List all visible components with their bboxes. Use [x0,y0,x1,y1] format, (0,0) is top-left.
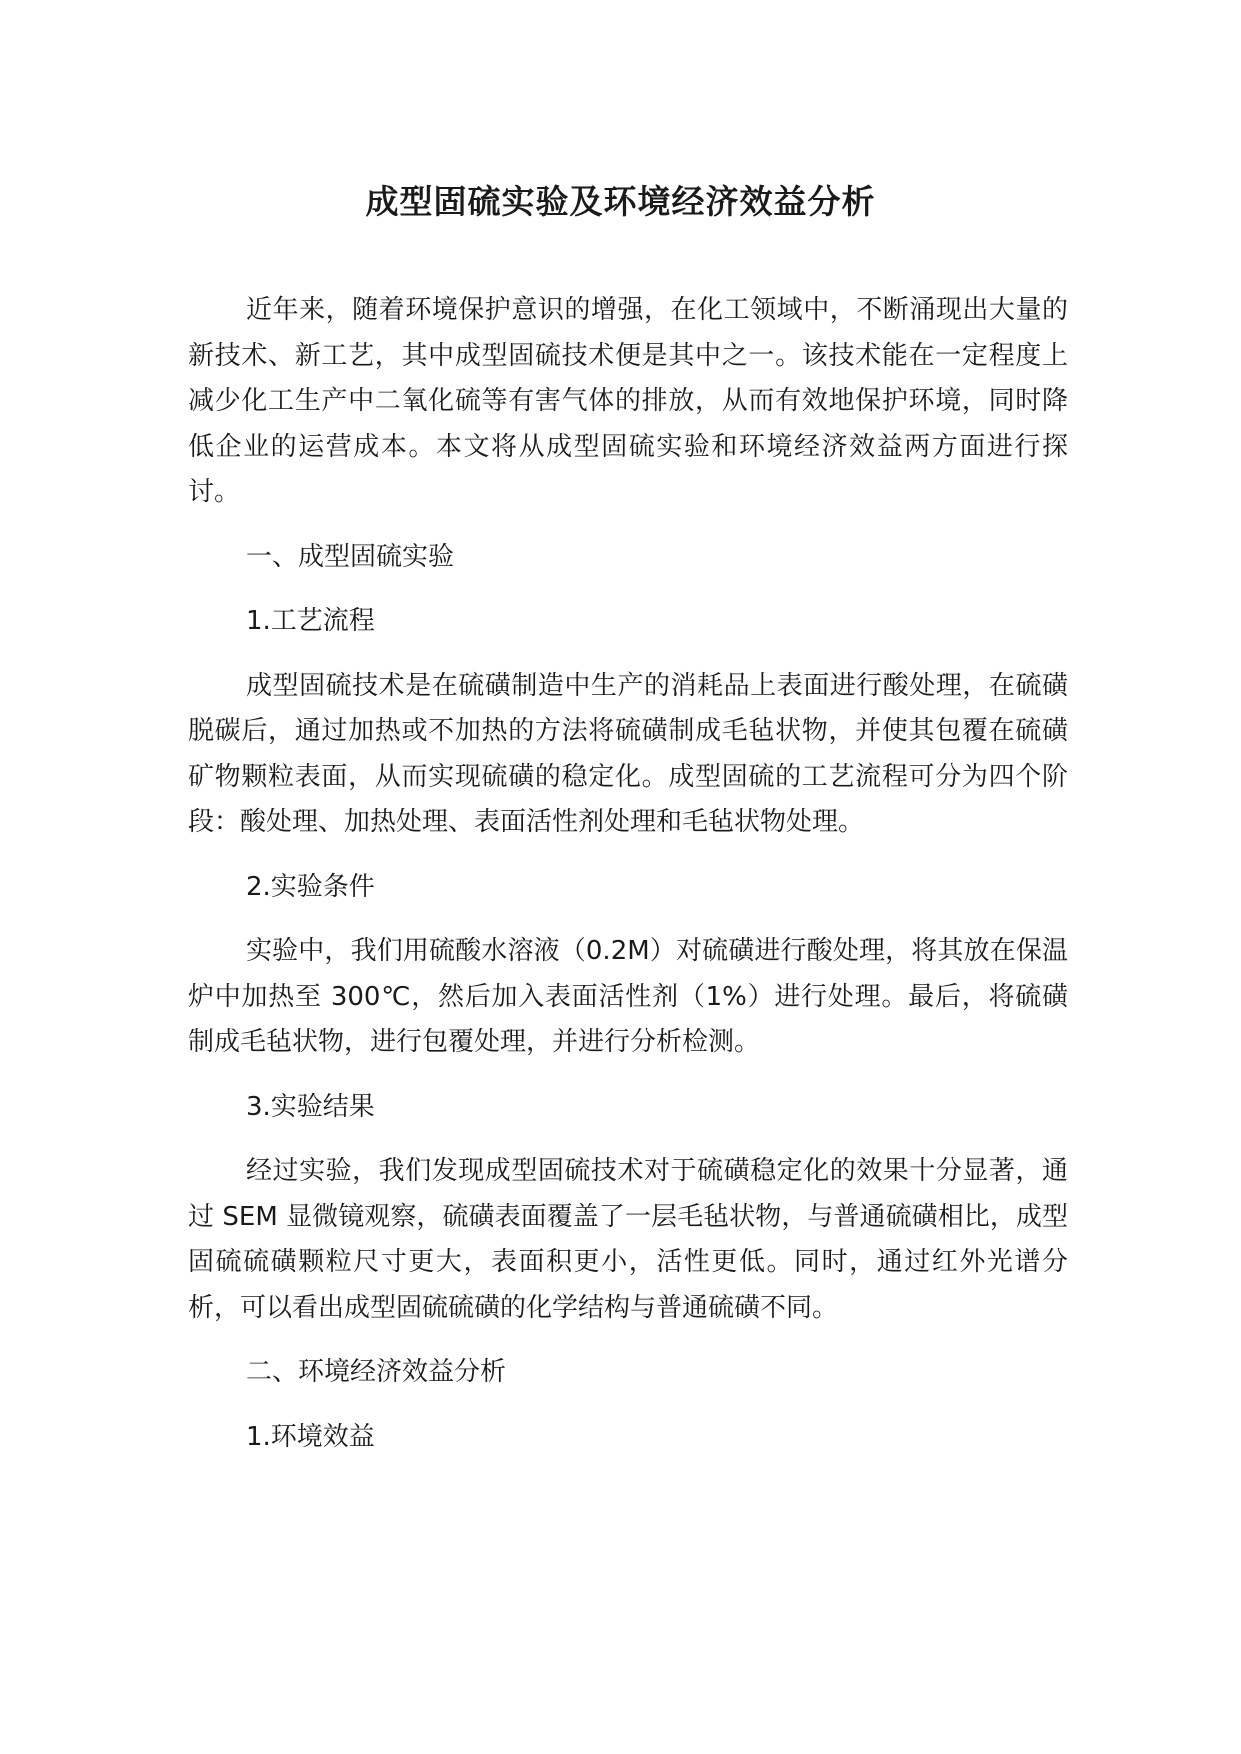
subsection-1-2-paragraph: 实验中，我们用硫酸水溶液（0.2M）对硫磺进行酸处理，将其放在保温炉中加热至 300℃，然后加入表面活性剂（1%）进行处理。最后，将硫磺制成毛毡状物，进行包覆处理，并进行分析检测。 [188,936,1068,1057]
subsection-1-3-heading: 3.实验结果 [246,1091,375,1122]
section-2-heading: 二、环境经济效益分析 [246,1357,507,1387]
subsection-1-2-heading: 2.实验条件 [246,871,375,902]
subsection-1-1-heading: 1.工艺流程 [246,606,375,636]
subsection-1-1-paragraph: 成型固硫技术是在硫磺制造中生产的消耗品上表面进行酸处理，在硫磺脱碳后，通过加热或不加热的方法将硫磺制成毛毡状物，并使其包覆在硫磺矿物颗粒表面，从而实现硫磺的稳定化。成型固硫的工艺流程可分为四个阶段：酸处理、加热处理、表面活性剂处理和毛毡状物处理。 [188,670,1068,837]
intro-paragraph: 近年来，随着环境保护意识的增强，在化工领域中，不断涌现出大量的新技术、新工艺，其中成型固硫技术便是其中之一。该技术能在一定程度上减少化工生产中二氧化硫等有害气体的排放，从而有效地保护环境，同时降低企业的运营成本。本文将从成型固硫实验和环境经济效益两方面进行探讨。 [188,295,1068,507]
document-title: 成型固硫实验及环境经济效益分析 [365,182,876,221]
document-body [188,288,1068,1460]
section-1-heading: 一、成型固硫实验 [246,541,455,572]
subsection-2-1-heading: 1.环境效益 [246,1421,375,1452]
subsection-1-3-paragraph: 经过实验，我们发现成型固硫技术对于硫磺稳定化的效果十分显著，通过 SEM 显微镜观察，硫磺表面覆盖了一层毛毡状物，与普通硫磺相比，成型固硫硫磺颗粒尺寸更大，表面积更小，活性更低。同时，通过红外光谱分析，可以看出成型固硫硫磺的化学结构与普通硫磺不同。 [188,1156,1068,1323]
